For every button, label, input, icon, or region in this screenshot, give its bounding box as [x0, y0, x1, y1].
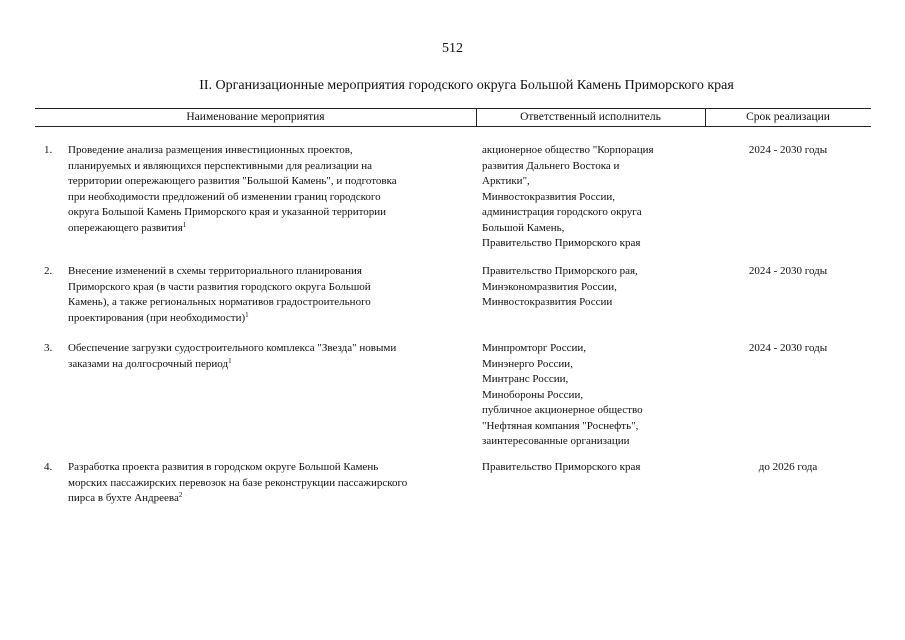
section-title: II. Организационные мероприятия городского округа Большой Камень Приморского края — [199, 78, 734, 93]
row-term: до 2026 года — [758, 461, 818, 473]
row-term: 2024 - 2030 годы — [748, 144, 828, 156]
row-responsible: Правительство Приморского края — [482, 461, 641, 473]
row-responsible: акционерное общество "Корпорация развития Дальнего Востока и Арктики", Минвостокразвития России, администрация городского округа Большой Камень, Правительство Приморского края — [482, 144, 654, 249]
row-responsible: Минпромторг России, Минэнерго России, Минтранс России, Минобороны России, публичное акционерное общество "Нефтяная компания "Роснефть", заинтересованные организации — [482, 342, 643, 447]
footnote-mark: 2 — [178, 491, 183, 499]
footnote-mark: 1 — [182, 220, 187, 229]
footnote-mark: 1 — [245, 310, 249, 319]
row-term: 2024 - 2030 годы — [748, 265, 828, 277]
row-responsible: Правительство Приморского рая, Минэкономразвития России, Минвостокразвития России — [482, 265, 638, 308]
table-header — [35, 108, 871, 127]
row-name: Разработка проекта развития в городском округе Большой Камень морских пассажирских перевозок на базе реконструкции пассажирского пирса в бухте Андреева$^2$ — [68, 461, 408, 504]
header-term: Срок реализации — [746, 111, 830, 123]
row-number: 2. — [44, 265, 53, 277]
row-number: 1. — [44, 144, 53, 156]
row-number: 3. — [44, 342, 53, 354]
row-name: Внесение изменений в схемы территориального планирования Приморского края (в части развития городского округа Большой Камень), а также региональных нормативов градостроительного проектирования (при необходимости)$^1$ — [68, 265, 371, 324]
row-term: 2024 - 2030 годы — [748, 342, 828, 354]
footnote-mark: 1 — [228, 356, 232, 365]
row-number: 4. — [44, 461, 53, 473]
header-name: Наименование мероприятия — [186, 111, 325, 123]
page-number: 512 — [442, 41, 463, 56]
measures-table — [35, 108, 871, 504]
row-name: Проведение анализа размещения инвестиционных проектов, планируемых и являющихся перспективными для реализации на территории опережающего развития "Большой Камень", и подготовка при необходимости предложений об изменении границ городского округа Большой Камень Приморского края и указанной территории опережающего развития$^1$ — [68, 144, 397, 234]
header-responsible: Ответственный исполнитель — [520, 111, 661, 123]
row-name: Обеспечение загрузки судостроительного комплекса "Звезда" новыми заказами на долгосрочный период$^1$ — [68, 342, 397, 370]
